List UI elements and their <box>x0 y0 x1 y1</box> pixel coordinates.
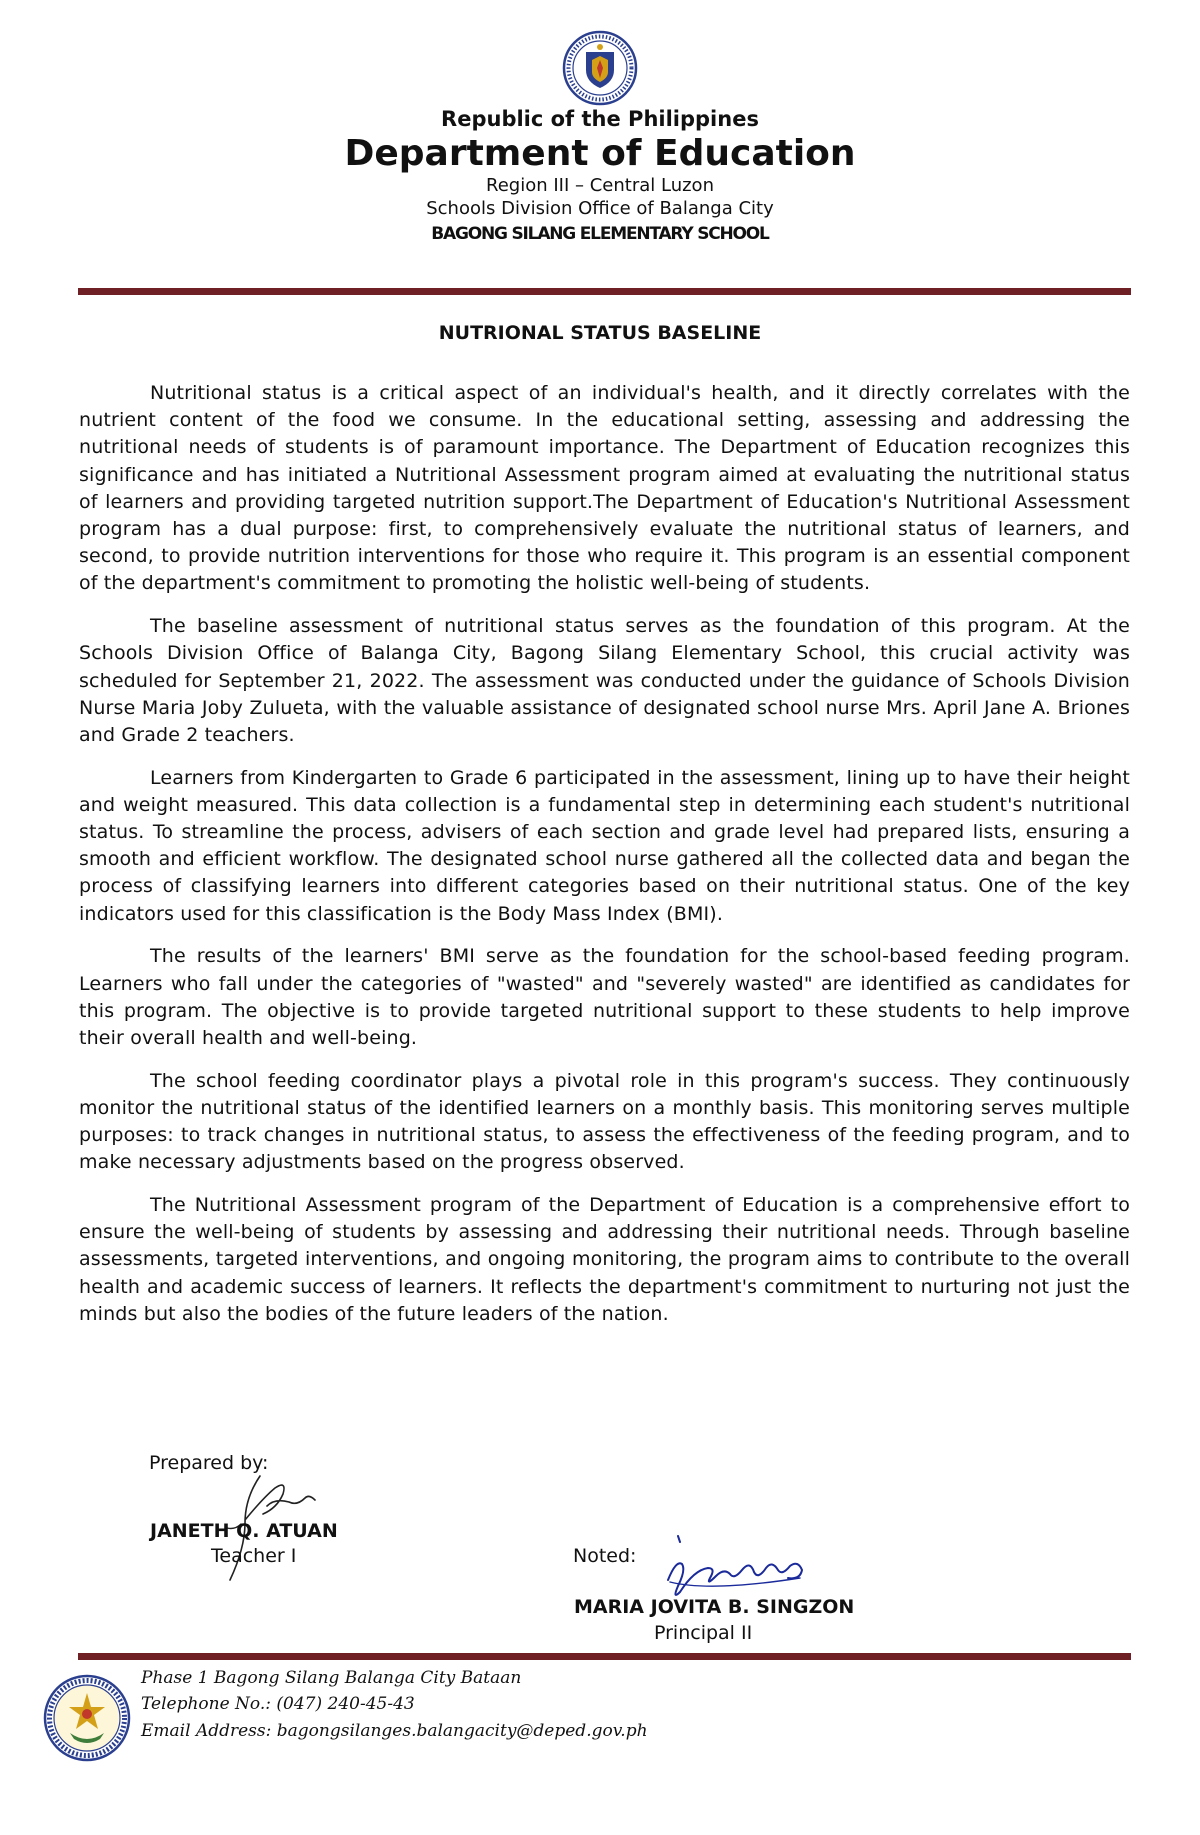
header-republic: Republic of the Philippines <box>441 107 759 131</box>
header-division: Schools Division Office of Balanga City <box>426 198 774 219</box>
footer-address: Phase 1 Bagong Silang Balanga City Bataan <box>141 1668 522 1688</box>
prepared-by-label: Prepared by: <box>149 1452 269 1474</box>
noted-label: Noted: <box>573 1545 637 1567</box>
body-paragraph: Learners from Kindergarten to Grade 6 participated in the assessment, lining up to have their height and weight measured. This data collection is a fundamental step in determining each student's nutritional status. To streamline the process, advisers of each section and grade level had prepared lists, ensuring a smooth and efficient workflow. The designated school nurse gathered all the collected data and began the process of classifying learners into different categories based on their nutritional status. One of the key indicators used for this classification is the Body Mass Index (BMI). <box>79 766 1130 925</box>
preparer-position: Teacher I <box>211 1545 297 1567</box>
body-paragraph: The Nutritional Assessment program of the Department of Education is a comprehensive effort to ensure the well-being of students by assessing and addressing their nutritional needs. Through baseline assessments, targeted interventions, and ongoing monitoring, the program aims to contribute to the overall health and academic success of learners. It reflects the department's commitment to nurturing not just the minds but also the bodies of the future leaders of the nation. <box>79 1193 1130 1325</box>
header-department: Department of Education <box>344 133 856 174</box>
footer-telephone: Telephone No.: (047) 240-45-43 <box>141 1694 415 1714</box>
header-school: BAGONG SILANG ELEMENTARY SCHOOL <box>431 224 769 244</box>
deped-seal-logo <box>562 30 638 106</box>
body-paragraph: Nutritional status is a critical aspect of an individual's health, and it directly correlates with the nutrient content of the food we consume. In the educational setting, assessing and addressing the nutritional needs of students is of paramount importance. The Department of Education recognizes this significance and has initiated a Nutritional Assessment program aimed at evaluating the nutritional status of learners and providing targeted nutrition support.The Department of Education's Nutritional Assessment program has a dual purpose: first, to comprehensively evaluate the nutritional status of learners, and second, to provide nutrition interventions for those who require it. This program is an essential component of the department's commitment to promoting the holistic well-being of students. <box>79 382 1130 595</box>
document-body <box>79 380 1130 1344</box>
document-title: NUTRIONAL STATUS BASELINE <box>438 322 762 344</box>
header-region: Region III – Central Luzon <box>486 175 714 196</box>
noter-position: Principal II <box>654 1622 753 1644</box>
body-paragraph: The school feeding coordinator plays a pivotal role in this program's success. They continuously monitor the nutritional status of the identified learners on a monthly basis. This monitoring serves multiple purposes: to track changes in nutritional status, to assess the effectiveness of the feeding program, and to make necessary adjustments based on the progress observed. <box>79 1069 1130 1174</box>
noter-name: MARIA JOVITA B. SINGZON <box>574 1596 855 1618</box>
body-paragraph: The baseline assessment of nutritional status serves as the foundation of this program. At the Schools Division Office of Balanga City, Bagong Silang Elementary School, this crucial activity was scheduled for September 21, 2022. The assessment was conducted under the guidance of Schools Division Nurse Maria Joby Zulueta, with the valuable assistance of designated school nurse Mrs. April Jane A. Briones and Grade 2 teachers. <box>79 615 1130 746</box>
footer-email: Email Address: bagongsilanges.balangacity@deped.gov.ph <box>141 1721 648 1741</box>
footer-divider <box>78 1653 1131 1660</box>
body-paragraph: The results of the learners' BMI serve as the foundation for the school-based feeding program. Learners who fall under the categories of "wasted" and "severely wasted" are identified as candidates for this program. The objective is to provide targeted nutritional support to these students to help improve their overall health and well-being. <box>79 945 1130 1049</box>
school-logo <box>42 1673 132 1763</box>
preparer-name: JANETH Q. ATUAN <box>150 1520 338 1542</box>
header-divider <box>78 288 1131 295</box>
